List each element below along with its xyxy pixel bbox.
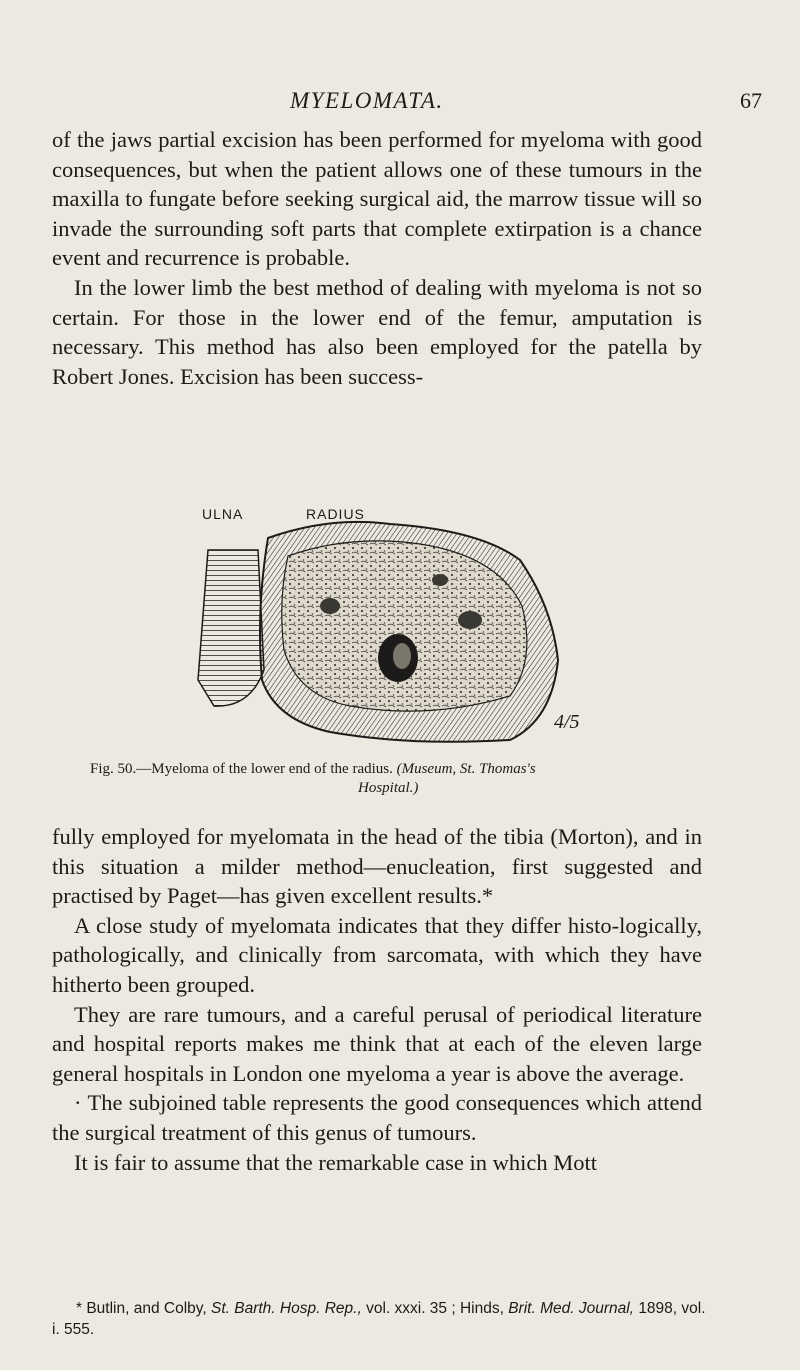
figure-label-ulna: ULNA <box>202 506 244 522</box>
caption-source: (Museum, St. Thomas's <box>396 761 536 777</box>
footnote-vol-1: vol. xxxi. 35 ; Hinds, <box>366 1300 504 1317</box>
bone-cross-section-illustration <box>180 510 580 750</box>
page-number: 67 <box>740 88 762 113</box>
paragraph: In the lower limb the best method of dealing with myeloma is not so certain. For those in the lower end of the femur, amputation is necessary. This method has also been employed for the patella by Robert Jones. Excision has been success- <box>52 274 702 389</box>
footnote-marker: * Butlin, and Colby, <box>76 1300 207 1317</box>
footnote-source-1: St. Barth. Hosp. Rep., <box>211 1300 362 1317</box>
footnote <box>52 1298 712 1340</box>
footnote-vol-2: 1898, vol. i. 555. <box>52 1300 706 1338</box>
paragraph: of the jaws partial excision has been performed for myeloma with good consequences, but when the patient allows one of these tumours in the maxilla to fungate before seeking surgical aid, the marrow tissue will so invade the surrounding soft parts that complete extirpation is a chance event and recurrence is probable. <box>52 127 702 271</box>
paragraph: It is fair to assume that the remarkable case in which Mott <box>74 1149 597 1175</box>
paragraph: fully employed for myelomata in the head of the tibia (Morton), and in this situation a milder method—enucleation, first suggested and practised by Paget—has given excellent results.* <box>52 824 702 909</box>
ulna-shape <box>198 550 264 706</box>
figure-label-radius: RADIUS <box>306 506 365 522</box>
footnote-source-2: Brit. Med. Journal, <box>508 1300 634 1317</box>
scale-mark: 4/5 <box>554 711 580 733</box>
caption-main: Fig. 50.—Myeloma of the lower end of the radius. <box>90 761 393 777</box>
page-header <box>0 88 800 118</box>
running-title: MYELOMATA. <box>290 88 444 113</box>
body-text-top <box>52 125 702 391</box>
figure-caption <box>90 760 710 798</box>
paragraph: A close study of myelomata indicates that they differ histo-logically, pathologically, and clinically from sarcomata, with which they have hitherto been grouped. <box>52 912 702 997</box>
caption-source-2: Hospital.) <box>358 780 419 796</box>
body-text-bottom <box>52 822 702 1177</box>
paragraph: They are rare tumours, and a careful perusal of periodical literature and hospital reports makes me think that at each of the eleven large general hospitals in London one myeloma a year is above the average. <box>52 1001 702 1086</box>
paragraph: · The subjoined table represents the good consequences which attend the surgical treatment of this genus of tumours. <box>52 1090 702 1145</box>
